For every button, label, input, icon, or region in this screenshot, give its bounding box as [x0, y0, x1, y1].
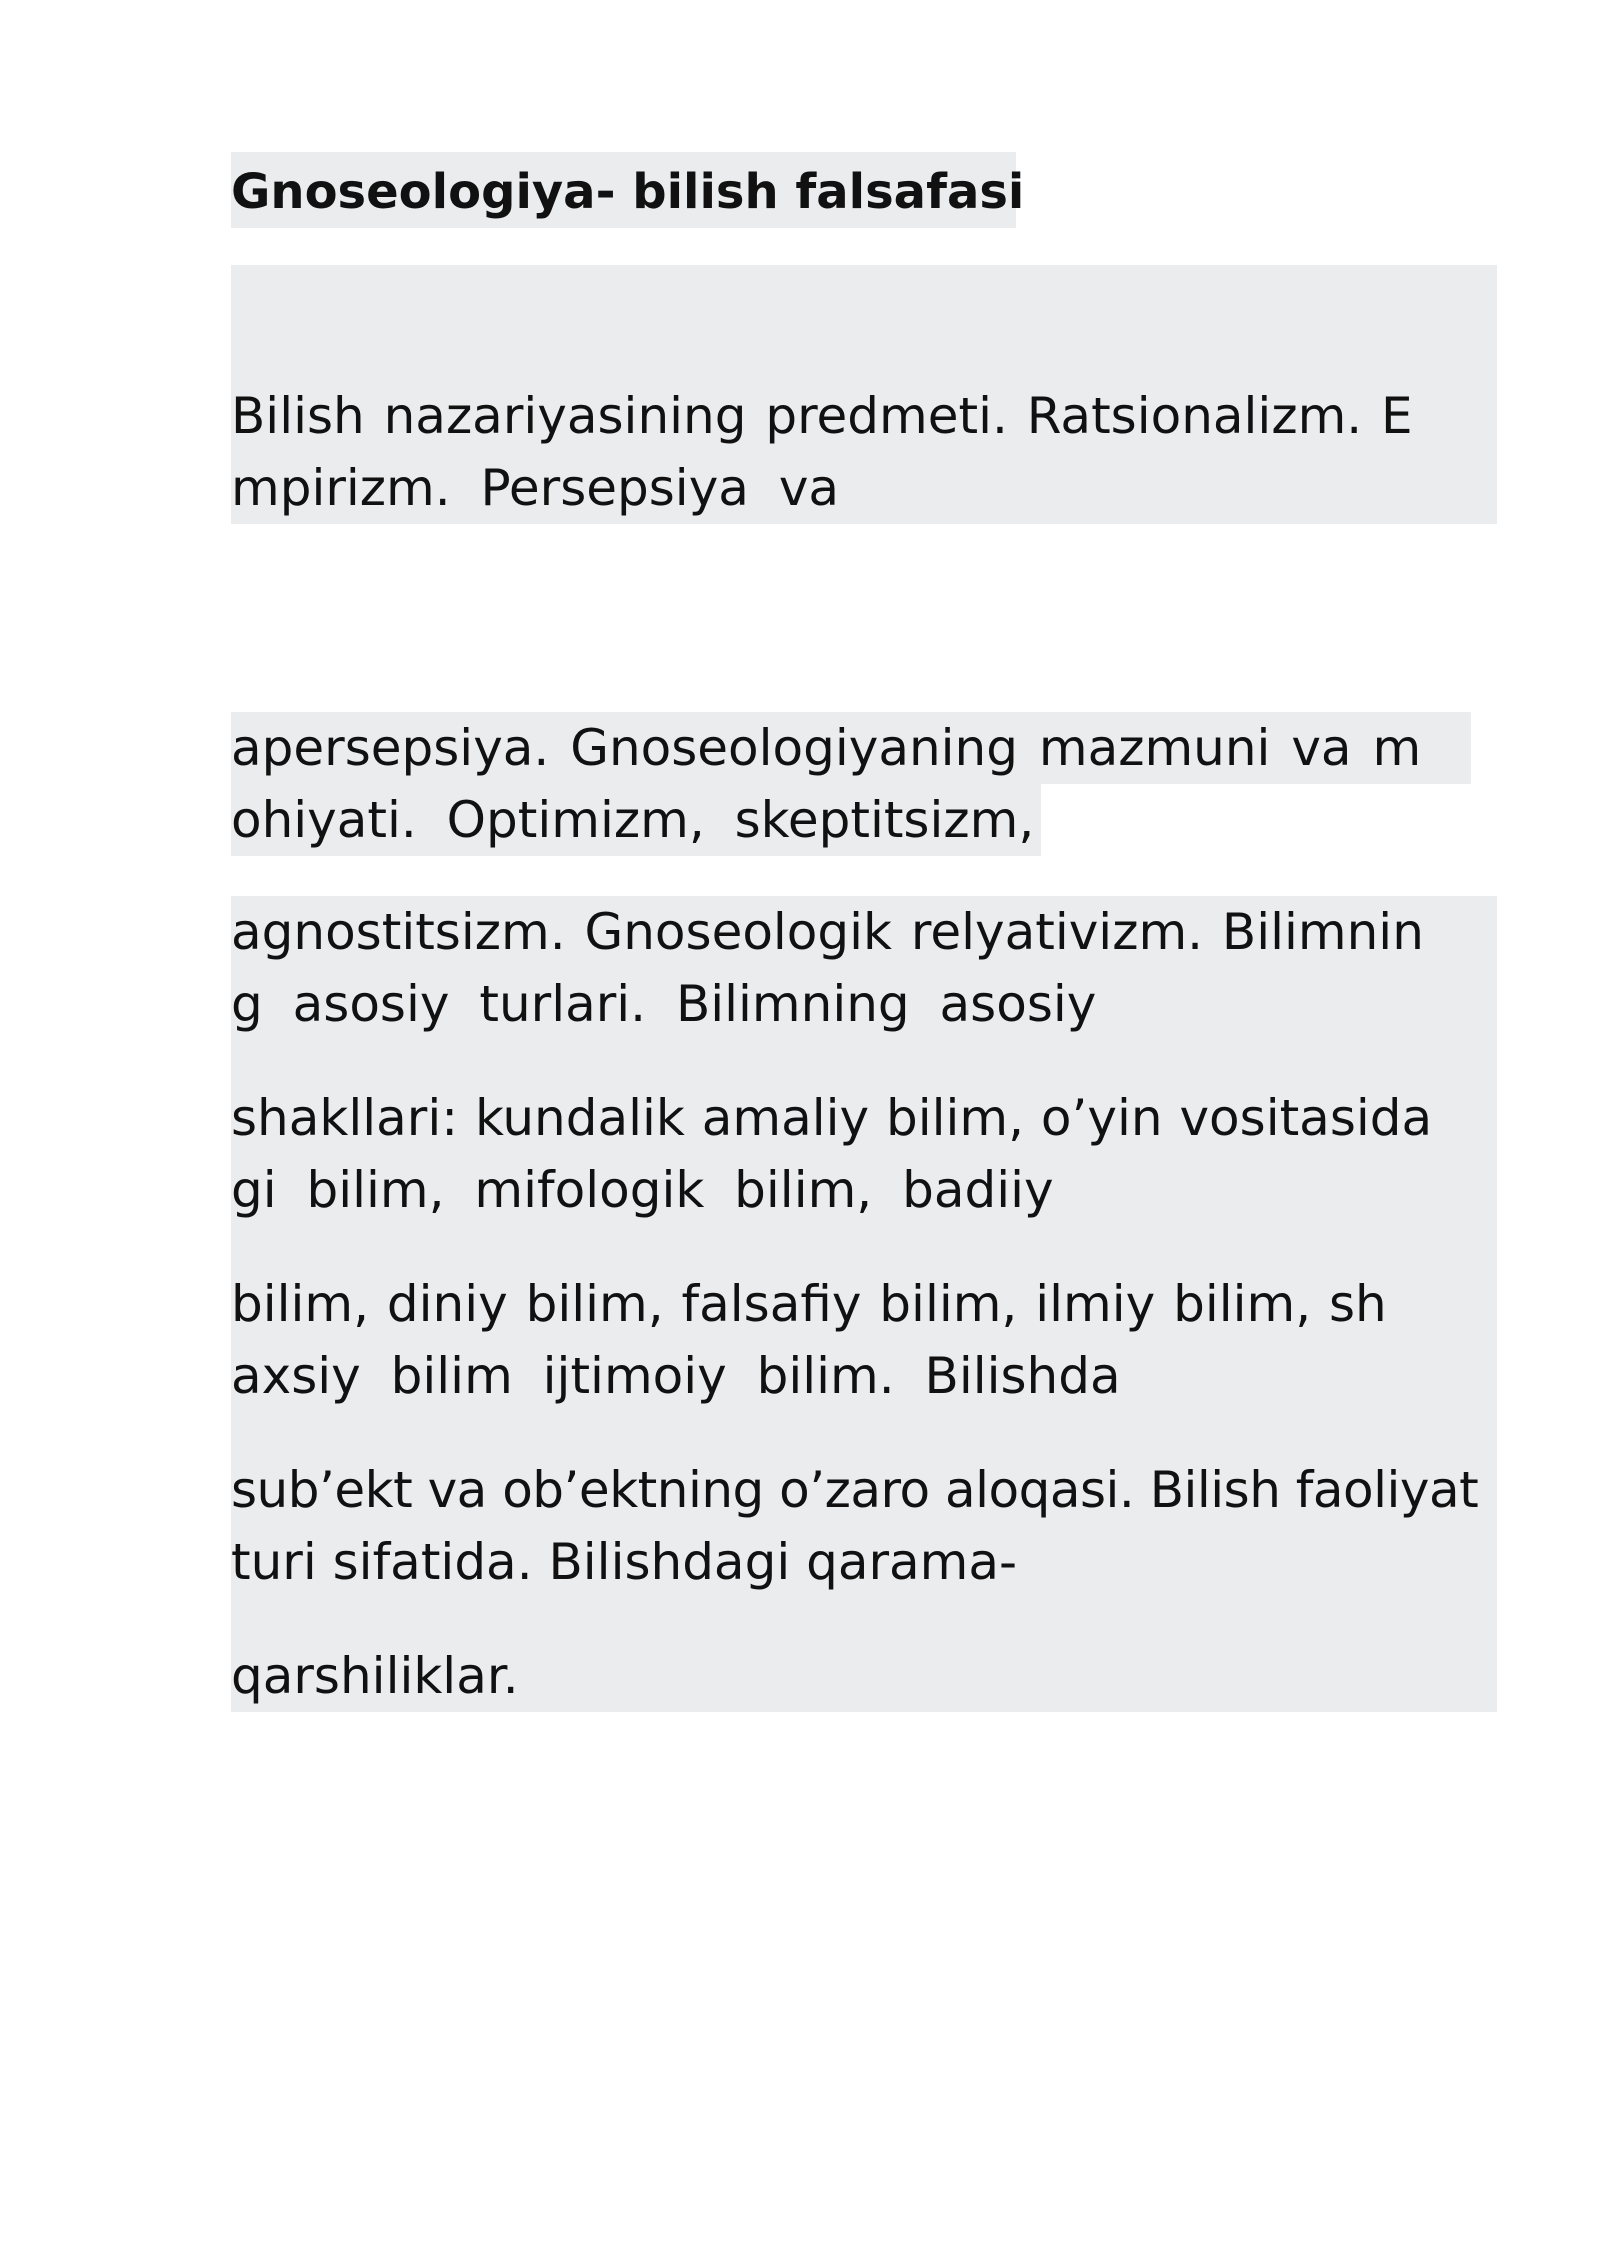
paragraph-line: g asosiy turlari. Bilimning asosiy — [231, 975, 1097, 1033]
paragraph-line: Bilish nazariyasining predmeti. Ratsionalizm. E — [231, 387, 1413, 445]
paragraph-line: apersepsiya. Gnoseologiyaning mazmuni va m — [231, 719, 1422, 777]
paragraph-line: sub’ekt va ob’ektning o’zaro aloqasi. Bilish faoliyat — [231, 1461, 1479, 1519]
paragraph-line: ohiyati. Optimizm, skeptitsizm, — [231, 791, 1035, 849]
paragraph-line: shakllari: kundalik amaliy bilim, o’yin vositasida — [231, 1089, 1433, 1147]
paragraph-line: gi bilim, mifologik bilim, badiiy — [231, 1161, 1054, 1219]
paragraph-line: agnostitsizm. Gnoseologik relyativizm. Bilimnin — [231, 903, 1424, 961]
paragraph-line: turi sifatida. Bilishdagi qarama- — [231, 1533, 1018, 1591]
page-title: Gnoseologiya- bilish falsafasi — [231, 164, 1025, 220]
paragraph-line: mpirizm. Persepsiya va — [231, 459, 840, 517]
paragraph-line: qarshiliklar. — [231, 1647, 519, 1705]
paragraph-line: axsiy bilim ijtimoiy bilim. Bilishda — [231, 1347, 1121, 1405]
paragraph-line: bilim, diniy bilim, falsafiy bilim, ilmiy bilim, sh — [231, 1275, 1387, 1333]
